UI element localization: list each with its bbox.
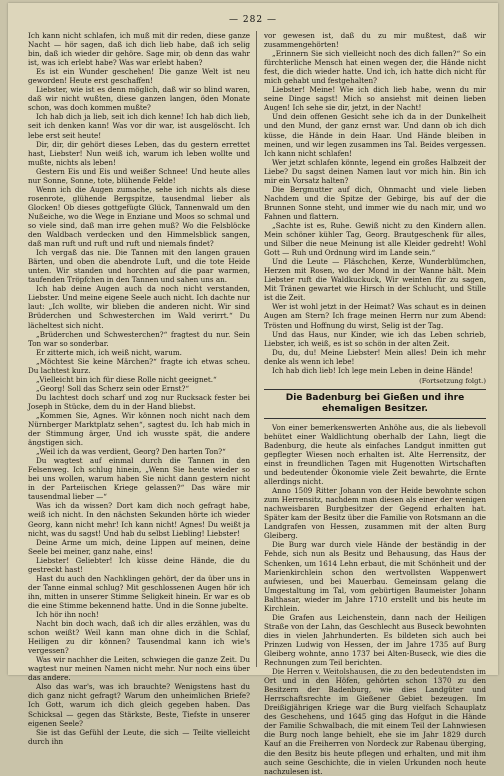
continuation-note: (Fortsetzung folgt.) xyxy=(419,376,486,385)
paragraph: Ich hör ihn noch! xyxy=(36,610,99,619)
paragraph: Die Burg war durch viele Hände der beständig in der Fehde, sich nun als Besitz und Behausung, das Haus der Schenken, um 1614 Lehn erbaut, die mit Schönheit und der Marienkirchlein schon den wertvollsten Wappenwert aufwiesen, und bei Mauerbau. Gemeinsam gelang die Umgestaltung im Tal, vom gebürtigen Baumeister Johann Balthasar, wieder im Jahre 1710 erstellt und bis heute im Kirchlein. xyxy=(264,540,486,613)
paragraph: Die Bergmutter auf dich, Ohnmacht und viele lieben Nachdem und die Spitze der Gebirge, bis auf der die Brunnen Sonne steht, und immer wie du nach mir, und wo Fahnen und flattern. xyxy=(264,184,486,221)
paragraph: Anno 1509 Ritter Johann von der Heide bewohnte schon zum Herrensitz, nachdem man diesen als einer der wenigen nachweisbaren Burgbesitzer der Gegend erhalten hat. Später kam der Besitz über die Familie von Rotsmann an die Landgrafen von Hessen, zusammen mit der alten Burg Gleiberg. xyxy=(264,486,486,541)
paragraph: „Weil ich da was verdient, Georg? Den harten Ton?“ xyxy=(36,447,226,457)
paragraph: Wer ist wohl jetzt in der Heimat? Was schaut es in deinen Augen am Stern? Ich frage meinen Herrn nur zum Abend: Trösten und Hoffnung du wirst, Selig ist der Tag. xyxy=(264,302,486,330)
paragraph: Und das Haus, nur Kinder, wie ich das Leben schrieb, Liebster, ich weiß, es ist so schön in der alten Zeit. xyxy=(264,329,486,348)
paragraph: Die Herren v. Weitolshausen, die zu den bedeutendsten im Ort und in den Höfen, gehörten schon 1370 zu den Besitzern der Badenburg, wie dies Landgüter und Herrschaftsrechte im Gießener Gebiet bezeugen. Im Dreißigjährigen Kriege war die Burg vielfach Schauplatz des Geschehens, und 1645 ging das Hofgut in die Hände der Familie Schwalbach, die mit einem Teil der Lahnwiesen die Burg noch lange behielt, ehe sie im Jahr 1829 durch Kauf an die Freiherren von Nordeck zur Rabenau überging, die den Besitz bis heute pflegen und erhalten, und mit ihm auch seine Geschichte, die in vielen Urkunden noch heute nachzulesen ist. xyxy=(264,667,486,776)
paragraph: Sie ist das Gefühl der Leute, die sich — Teilte vielleicht durch ihn xyxy=(28,727,250,746)
paragraph: „Sachte ist es, Ruhe. Gewiß nicht zu den Kindern allen. Mein schöner kühler Tag, Georg. Brautgeschenk für alles, und Silber die neue Meinung ist alle Kleider gedreht! Wohl Gott — Ruh und Ordnung wird im Lande sein.“ xyxy=(264,220,486,258)
paragraph: Und dein offenen Gesicht sehe ich da in der Dunkelheit und den Mund, der ganz ernst war. Und dann ob ich dich küsse, die Hände in dein Haar. Und Hände bleiben in meinen, und wir legen zusammen ins Tal. Beides vergessen. Ich kann nicht schlafen! xyxy=(264,112,486,158)
paragraph: Liebster! Meine! Wie ich dich lieb habe, wenn du mir seine Dinge sagst! Mich so ansiehst mit deinen lieben Augen! Ich sehe sie dir, jetzt, in der Nacht! xyxy=(264,85,486,113)
paragraph: Was wir nachher die Leiten, schwiegen die ganze Zeit. Du wagtest nur meinen Namen nicht mehr. Nur noch eins über das andere. xyxy=(28,655,250,683)
paragraph: Wer jetzt schlafen könnte, legend ein großes Halbzeit der Liebe? Du sagst deinen Namen laut vor mich hin. Bin ich mir ein Vorsatz halten? xyxy=(264,157,486,185)
right-column xyxy=(264,31,486,776)
paragraph: Es ist ein Wunder geschehen! Die ganze Welt ist neu geworden! Heute erst geschaffen! xyxy=(28,67,250,86)
paragraph: Nacht bin doch wach, daß ich dir alles erzählen, was du schon weißt? Weil kann man ohne dich in die Schlaf, Heiligen zu dir können? Tausendmal kann ich wie's vergessen? xyxy=(28,619,250,656)
paragraph: Also das war's, was ich brauchte? Wenigstens hast du dich ganz nicht gefragt? Warum den unheimlichen Briefe? Ich Gott, warum ich dich gleich gegeben haben. Das Schicksal — gegen das Stärkste, Beste, Tiefste in unserer eigenen Seele? xyxy=(28,682,250,728)
paragraph: Deine Arme um mich, deine Lippen auf meinen, deine Seele bei meiner, ganz nahe, eins! xyxy=(28,537,250,556)
paragraph: „Kommen Sie, Agnes. Wir können noch nicht nach dem Nürnberger Marktplatz sehen“, sagtest du. Ich hab mich in der Stimmung ärger, Und ich wusste spät, die andere ängstigen sich. xyxy=(28,410,250,448)
paragraph: Du lachtest doch scharf und zog nur Rucksack fester bei Joseph in Stücke, dem du in der Hand bliebst. xyxy=(28,392,250,411)
paragraph: vor gewesen ist, daß du zu mir mußtest, daß wir zusammengehörten! xyxy=(264,31,486,50)
paragraph: „Vielleicht bin ich für diese Rolle nicht geeignet.“ xyxy=(36,374,217,384)
paragraph: Und die Leute — Fläschchen, Kerze, Wunderblümchen, Herzen mit Rosen, wo der Mond in der Wanne hält. Mein Liebster ruft die Waldkuckuck, Wir weinten für zu sagen, Mit Tränen gewartet wie Hirsch in der Schlucht, und Stille ist die Zeit. xyxy=(264,257,486,303)
paragraph: Er zitterte mich, ich weiß nicht, warum. xyxy=(36,347,182,357)
paragraph: „Möchtest Sie keine Märchen?“ fragte ich etwas scheu. Du lachtest kurz. xyxy=(28,356,250,375)
page-number: — 282 — xyxy=(229,15,277,25)
page-header xyxy=(26,13,480,27)
article-title: Die Badenburg bei Gießen und ihre ehemaligen Besitzer. xyxy=(264,389,486,419)
paragraph: Was ich da wissen? Dort kam dich noch gefragt habe, weiß ich nicht. In den nächsten Sekunden hörte ich wieder Georg, kann nicht mehr! Ich kann nicht! Agnes! Du weißt ja nicht, was du sagst! Und hab du selbst Liebling! Liebster! xyxy=(28,501,250,538)
paragraph: Ich vergaß das nie. Die Tannen mit den langen grauen Bärten, und oben die abendrote Luft, und die tote Heide unten. Wir standen und horchten auf die paar warmen, taufenden Tröpfchen in den Tannen und sahen uns an. xyxy=(28,248,250,285)
paragraph: Ich hab deine Augen auch da noch nicht verstanden, Liebster. Und meine eigene Seele auch nicht. Ich dachte nur laut: „Ich wollte, wir blieben die anderen nicht. Wir sind Brüderchen und Schwesterchen im Wald verirrt.“ Du lächeltest sich nicht. xyxy=(28,284,250,330)
paragraph: „Brüderchen und Schwesterchen?“ fragtest du nur. Sein Ton war so sonderbar. xyxy=(28,329,250,348)
paragraph: Die Grafen aus Leichenstein, dann nach der Heiligen Straße von der Lahn, das Geschlecht aus Buseck bewohnten dies in vielen Jahrhunderten. Es bildeten sich auch bei Prinzen Ludwig von Hessen, der im Jahre 1735 auf Burg Gleiberg wohnte, anno 1737 bei Alten-Buseck, wie dies die Rechnungen zum Teil berichten. xyxy=(264,612,486,668)
paragraph: Ich hab dich ja lieb, seit ich dich kenne! Ich hab dich lieb, seit ich denken kann! Was vor dir war, ist ausgelöscht. Ich lebe erst seit heute! xyxy=(28,112,250,140)
column-divider xyxy=(256,31,257,667)
paragraph: Gestern Eis und Eis und weißer Schnee! Und heute alles nur Sonne, Sonne, tote, blühende Felde! xyxy=(28,166,250,185)
paragraph: Ich kann nicht schlafen, ich muß mit dir reden, diese ganze Nacht — hör sagen, daß ich dich lieb habe, daß ich selig bin, daß ich wieder dir gehöre. Sage mir, ob denn das wahr ist, was ich erlebt habe? Was war erlebt haben? xyxy=(28,31,250,68)
paragraph: Du, du, du! Meine Liebster! Mein alles! Dein ich mehr denke als wenn ich lebe! xyxy=(264,347,486,366)
newspaper-page xyxy=(8,3,498,776)
paragraph: Liebster! Geliebter! Ich küsse deine Hände, die du gestreckt hast! xyxy=(28,555,250,574)
paragraph: Ich hab dich lieb! Ich lege mein Leben in deine Hände! xyxy=(272,365,474,375)
paragraph: Von einer bemerkenswerten Anhöhe aus, die als liebevoll behütet einer Waldlichtung oberhalb der Lahn, liegt die Badenburg, die heute als einfaches Landgut inmitten gut gepflegter Wiesen noch erhalten ist. Alte Herrensitz, der einst in freundlichen Tagen mit Hugenotten Wirtschaften und bedeutender Ökonomie viele Zeit bewahrte, die Ernte allerdings nicht. xyxy=(264,422,486,487)
paragraph: Wenn ich die Augen zumache, sehe ich nichts als diese rosenrote, glühende Bergspitze, tausendmal lieber als Glocken! Ob dieses gottgefügte Glück, Tannenwald um den Nußeiche, wo die Wege in Enziane und Moos so schmal und so viele sind, daß man irre gehen muß? Wo die Felsblöcke den Waldbach verdecken und den Himmelsblick sangen, daß man ruft und ruft und ruft und niemals findet? xyxy=(28,184,250,249)
paragraph: „Georg! Soll das Scherz sein oder Ernst?“ xyxy=(36,383,190,393)
paragraph: Liebster, wie ist es denn möglich, daß wir so blind waren, daß wir nicht wußten, diese ganzen langen, öden Monate schon, was doch kommen mußte? xyxy=(28,85,250,113)
paragraph: Hast du auch den Nachklingen gehört, der da über uns in der Tanne einmal schlug? Mit geschlossenen Augen hör ich ihn, mitten in unserer Stimme Seligkeit hinein. Er war es ob die eine Stimme bekennend hatte. Und in die Sonne jubelte. xyxy=(28,573,250,610)
left-column xyxy=(28,31,250,746)
paragraph: Dir, dir, dir gehört dieses Leben, das du gestern errettet hast, Liebster! Nun weiß ich, warum ich leben wollte und mußte, nichts als leben! xyxy=(28,139,250,167)
paragraph: Du wagtest auf einmal durch die Tannen in den Felsenweg. Ich schlug hinein, „Wenn Sie heute wieder so bei uns wollen, warum haben Sie nicht dann gestern nicht in der Parteiischen Kriege gelassen?“ Das wäre mir tausendmal lieber —“ xyxy=(28,456,250,502)
paragraph: „Erinnern Sie sich vielleicht noch des dich fallen?“ So ein fürchterliche Mensch hat einen wegen der, die Hände nicht fest, die dich wieder hatte. Und ich, ich hatte dich nicht für mich gehabt und festgehalten? xyxy=(264,49,486,86)
